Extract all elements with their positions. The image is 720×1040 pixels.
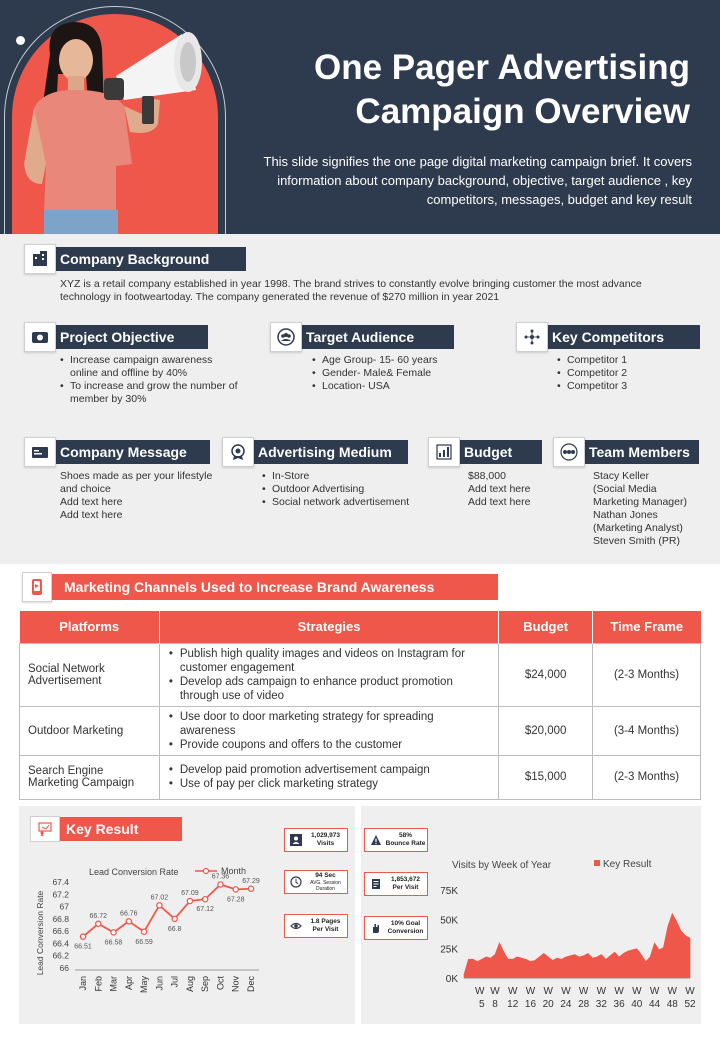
advertising-medium-label: Advertising Medium: [252, 440, 408, 464]
user-icon: [288, 834, 304, 846]
col-header-platforms: Platforms: [20, 611, 160, 643]
x-tick-prefix: W: [543, 986, 553, 997]
list-item: • Gender- Male& Female: [312, 367, 482, 380]
list-item: • Social network advertisement: [262, 496, 412, 509]
y-tick-label: 66.6: [52, 926, 69, 937]
data-point: [233, 887, 238, 892]
project-objective-label: Project Objective: [54, 325, 208, 349]
company-message-label: Company Message: [54, 440, 210, 464]
data-point: [141, 929, 146, 934]
title-line-1: One Pager Advertising: [313, 48, 690, 87]
key-competitors-label: Key Competitors: [546, 325, 700, 349]
data-label: 67.29: [242, 877, 260, 885]
message-line: Add text here: [60, 496, 123, 508]
data-label: 66.72: [89, 912, 108, 920]
team-line: (Social Media: [593, 483, 657, 495]
metric-value: 10% Goal: [390, 920, 421, 927]
budget-label: Budget: [458, 440, 542, 464]
x-tick-label: 5: [478, 999, 485, 1010]
x-tick-prefix: W: [525, 986, 536, 997]
x-tick-label: Jan: [78, 976, 88, 991]
company-background-label: Company Background: [54, 247, 246, 271]
budget-header: [428, 439, 542, 465]
col-header-time-frame: Time Frame: [593, 611, 701, 643]
col-header-budget: Budget: [499, 611, 593, 643]
metric-session-duration: [284, 870, 348, 894]
advertising-medium-list: [262, 470, 412, 509]
team-line: Nathan Jones: [593, 509, 658, 521]
x-tick-label: 40: [631, 999, 643, 1010]
message-card-icon: [24, 437, 56, 467]
target-audience-header: [270, 324, 454, 350]
team-members-label: Team Members: [583, 440, 699, 464]
document-icon: [368, 878, 384, 890]
metric-visits-total: [364, 872, 428, 896]
eye-icon: [288, 920, 304, 932]
strategy-item: • Use of pay per click marketing strategy: [168, 777, 490, 791]
team-line: Steven Smith (PR): [593, 535, 680, 547]
list-item: • Competitor 3: [557, 380, 697, 393]
data-point: [218, 882, 223, 887]
y-tick-label: 75K: [440, 886, 458, 897]
metric-text: [304, 918, 347, 934]
col-header-strategies: Strategies: [159, 611, 498, 643]
target-audience-list: [312, 354, 482, 393]
x-tick-label: Jul: [169, 976, 180, 988]
page-subtitle: This slide signifies the one page digital marketing campaign brief. It covers information about company background, objective, target audience , key competitors, messages, budget and key result: [263, 154, 692, 207]
x-tick-label: 24: [560, 999, 572, 1010]
data-label: 66.8: [167, 925, 182, 933]
y-tick-label: 67.2: [52, 889, 69, 900]
data-point: [248, 886, 253, 891]
x-tick-label: Dec: [246, 976, 256, 993]
metric-text: [304, 872, 347, 892]
y-tick-label: 25K: [440, 944, 458, 956]
company-background-header: [24, 246, 246, 272]
message-line: Add text here: [60, 509, 123, 521]
legend-label: Month: [221, 866, 247, 876]
x-tick-prefix: W: [508, 986, 518, 997]
data-point: [157, 903, 162, 908]
data-point: [80, 934, 85, 939]
x-tick-label: Sep: [200, 976, 211, 993]
header-banner: [0, 0, 720, 234]
x-tick-label: Feb: [93, 976, 104, 992]
key-result-header: [30, 816, 182, 842]
marketing-channels-table: [19, 611, 701, 800]
metric-label: Per Visit: [312, 926, 339, 933]
network-icon: [516, 322, 548, 352]
x-tick-prefix: W: [490, 986, 500, 997]
x-tick-label: May: [139, 976, 150, 994]
team-members-text: [593, 470, 713, 548]
data-label: 67.09: [181, 890, 199, 898]
title-line-2: Campaign Overview: [355, 92, 690, 131]
project-objective-header: [24, 324, 208, 350]
x-tick-prefix: W: [667, 986, 678, 997]
visits-by-week-chart: [422, 848, 702, 1020]
x-tick-label: 8: [492, 999, 498, 1010]
x-axis-label: W: [474, 986, 485, 997]
x-tick-label: Nov: [230, 976, 241, 993]
x-tick-label: Apr: [123, 976, 134, 991]
key-competitors-header: [516, 324, 700, 350]
list-item: • In-Store: [262, 470, 412, 483]
message-line: Shoes made as per your lifestyle and choice: [60, 470, 213, 495]
y-tick-label: 50K: [440, 915, 458, 927]
data-point: [96, 921, 101, 926]
x-tick-label: 12: [507, 999, 519, 1010]
strategy-item: • Develop ads campaign to enhance product promotion through use of video: [168, 675, 490, 703]
metric-text: [384, 876, 427, 892]
x-tick-label: 20: [542, 999, 554, 1010]
x-tick-label: Jun: [154, 976, 165, 991]
x-tick-prefix: W: [561, 986, 571, 997]
chart-title: Lead Conversion Rate: [89, 867, 179, 877]
metric-label: Bounce Rate: [385, 840, 426, 847]
marketing-channels-label: Marketing Channels Used to Increase Brand Awareness: [52, 574, 498, 600]
legend-label: Key Result: [603, 859, 652, 870]
platform-cell: Search Engine Marketing Campaign: [20, 755, 160, 799]
metric-goal-conversion: [364, 916, 428, 940]
marketing-channels-header: [22, 572, 498, 602]
legend-swatch: [594, 860, 600, 866]
x-tick-label: 28: [578, 999, 590, 1010]
metric-value: 1,029,973: [311, 832, 340, 839]
data-label: 67.02: [150, 894, 169, 902]
lead-conversion-chart: [19, 856, 283, 1020]
budget-cell: $24,000: [499, 643, 593, 706]
data-point: [111, 930, 116, 935]
page-title: [250, 46, 690, 134]
data-point: [187, 898, 192, 903]
x-tick-prefix: W: [614, 986, 624, 997]
building-icon: [24, 244, 56, 274]
y-tick-label: 0K: [445, 974, 458, 985]
metric-label: AVG. Session Duration: [310, 880, 341, 892]
metric-text: [304, 832, 347, 848]
list-item: • To increase and grow the number of member by 30%: [60, 380, 238, 406]
x-tick-label: Oct: [215, 976, 226, 991]
metric-label: Per Visit: [392, 884, 419, 891]
list-item: • Outdoor Advertising: [262, 483, 412, 496]
metric-value: 94 Sec: [315, 872, 336, 879]
time-frame-cell: (2-3 Months): [593, 643, 701, 706]
presentation-icon: [30, 816, 60, 842]
data-label: 67.12: [196, 906, 214, 914]
strategies-cell: [159, 755, 498, 799]
team-line: Marketing Manager): [593, 496, 687, 508]
list-item: • Increase campaign awareness online and offline by 40%: [60, 354, 238, 380]
data-point: [172, 916, 177, 921]
metric-label: Conversion: [387, 928, 424, 935]
hand-icon: [368, 922, 384, 934]
metric-value: 1,853,672: [391, 876, 420, 883]
team-members-header: [553, 439, 699, 465]
company-background-text: XYZ is a retail company established in year 1998. The brand strives to constantly evolve bringing customer the most advance technology in footweartoday. The company generated the revenue of $270 million in year 2021: [60, 278, 642, 303]
x-tick-prefix: W: [632, 986, 642, 997]
table-header-row: [20, 611, 701, 643]
list-item: • Age Group- 15- 60 years: [312, 354, 482, 367]
time-frame-cell: (3-4 Months): [593, 706, 701, 755]
chart-icon: [428, 437, 460, 467]
strategy-item: • Provide coupons and offers to the customer: [168, 738, 490, 752]
data-label: 67.28: [226, 896, 245, 904]
table-row: [20, 706, 701, 755]
strategy-item: • Use door to door marketing strategy for spreading awareness: [168, 710, 490, 738]
strategy-item: • Publish high quality images and videos on Instagram for customer engagement: [168, 647, 490, 675]
company-message-header: [24, 439, 210, 465]
x-tick-label: 36: [613, 999, 625, 1010]
x-tick-prefix: W: [649, 986, 660, 997]
metric-visits: [284, 828, 348, 852]
key-result-label: Key Result: [58, 817, 182, 841]
budget-value: $88,000: [468, 470, 506, 482]
x-tick-label: 32: [595, 999, 607, 1010]
data-label: 67.36: [211, 873, 230, 881]
platform-cell: Outdoor Marketing: [20, 706, 160, 755]
team-line: Stacy Keller: [593, 470, 650, 482]
target-audience-label: Target Audience: [300, 325, 454, 349]
list-item: • Competitor 2: [557, 367, 697, 380]
metric-value: 1.8 Pages: [310, 918, 341, 925]
x-tick-label: 48: [666, 999, 678, 1010]
metric-text: [384, 832, 427, 848]
data-label: 66.59: [135, 938, 153, 946]
list-item: • Location- USA: [312, 380, 482, 393]
y-tick-label: 67: [59, 901, 69, 912]
table-row: [20, 643, 701, 706]
budget-line: Add text here: [468, 496, 531, 508]
budget-line: Add text here: [468, 483, 531, 495]
strategies-cell: [159, 706, 498, 755]
y-axis-label: Lead Conversion Rate: [35, 890, 45, 976]
audience-icon: [270, 322, 302, 352]
time-frame-cell: (2-3 Months): [593, 755, 701, 799]
table-row: [20, 755, 701, 799]
x-tick-prefix: W: [596, 986, 607, 997]
list-item: • Competitor 1: [557, 354, 697, 367]
y-tick-label: 66.8: [52, 913, 69, 924]
advertising-medium-header: [222, 439, 408, 465]
warning-icon: [368, 834, 384, 846]
data-label: 66.76: [120, 910, 138, 918]
company-message-text: [60, 470, 222, 522]
x-tick-label: Aug: [184, 976, 195, 993]
metric-bounce-rate: [364, 828, 428, 852]
data-point: [126, 919, 131, 924]
y-tick-label: 66.4: [52, 938, 69, 949]
metric-label: Visits: [316, 840, 335, 847]
y-tick-label: 66.2: [52, 950, 69, 961]
chart-title: Visits by Week of Year: [452, 860, 552, 871]
data-label: 66.51: [74, 943, 92, 951]
x-tick-label: 52: [684, 999, 696, 1010]
budget-cell: $20,000: [499, 706, 593, 755]
team-line: (Marketing Analyst): [593, 522, 683, 534]
platform-cell: Social Network Advertisement: [20, 643, 160, 706]
data-label: 66.58: [104, 939, 123, 947]
budget-cell: $15,000: [499, 755, 593, 799]
clock-icon: [288, 876, 304, 888]
team-icon: [553, 437, 585, 467]
legend-marker: [204, 869, 209, 874]
project-objective-list: [60, 354, 238, 406]
metric-value: 58%: [398, 832, 412, 839]
badge-icon: [222, 437, 254, 467]
strategy-item: • Develop paid promotion advertisement campaign: [168, 763, 490, 777]
key-competitors-list: [557, 354, 697, 393]
x-tick-label: 44: [648, 999, 661, 1010]
metric-pages-per-visit: [284, 914, 348, 938]
y-tick-label: 66: [59, 963, 69, 973]
data-point: [203, 897, 208, 902]
target-icon: [24, 322, 56, 352]
x-tick-prefix: W: [685, 986, 695, 997]
x-tick-label: 16: [524, 999, 537, 1010]
series-area: [464, 913, 690, 978]
mobile-marketing-icon: [22, 572, 52, 602]
strategies-cell: [159, 643, 498, 706]
x-tick-prefix: W: [578, 986, 589, 997]
y-tick-label: 67.4: [52, 877, 69, 887]
x-tick-label: Mar: [108, 976, 119, 992]
metric-text: [384, 920, 427, 936]
woman-megaphone-illustration: [12, 14, 218, 234]
budget-text: [468, 470, 558, 509]
